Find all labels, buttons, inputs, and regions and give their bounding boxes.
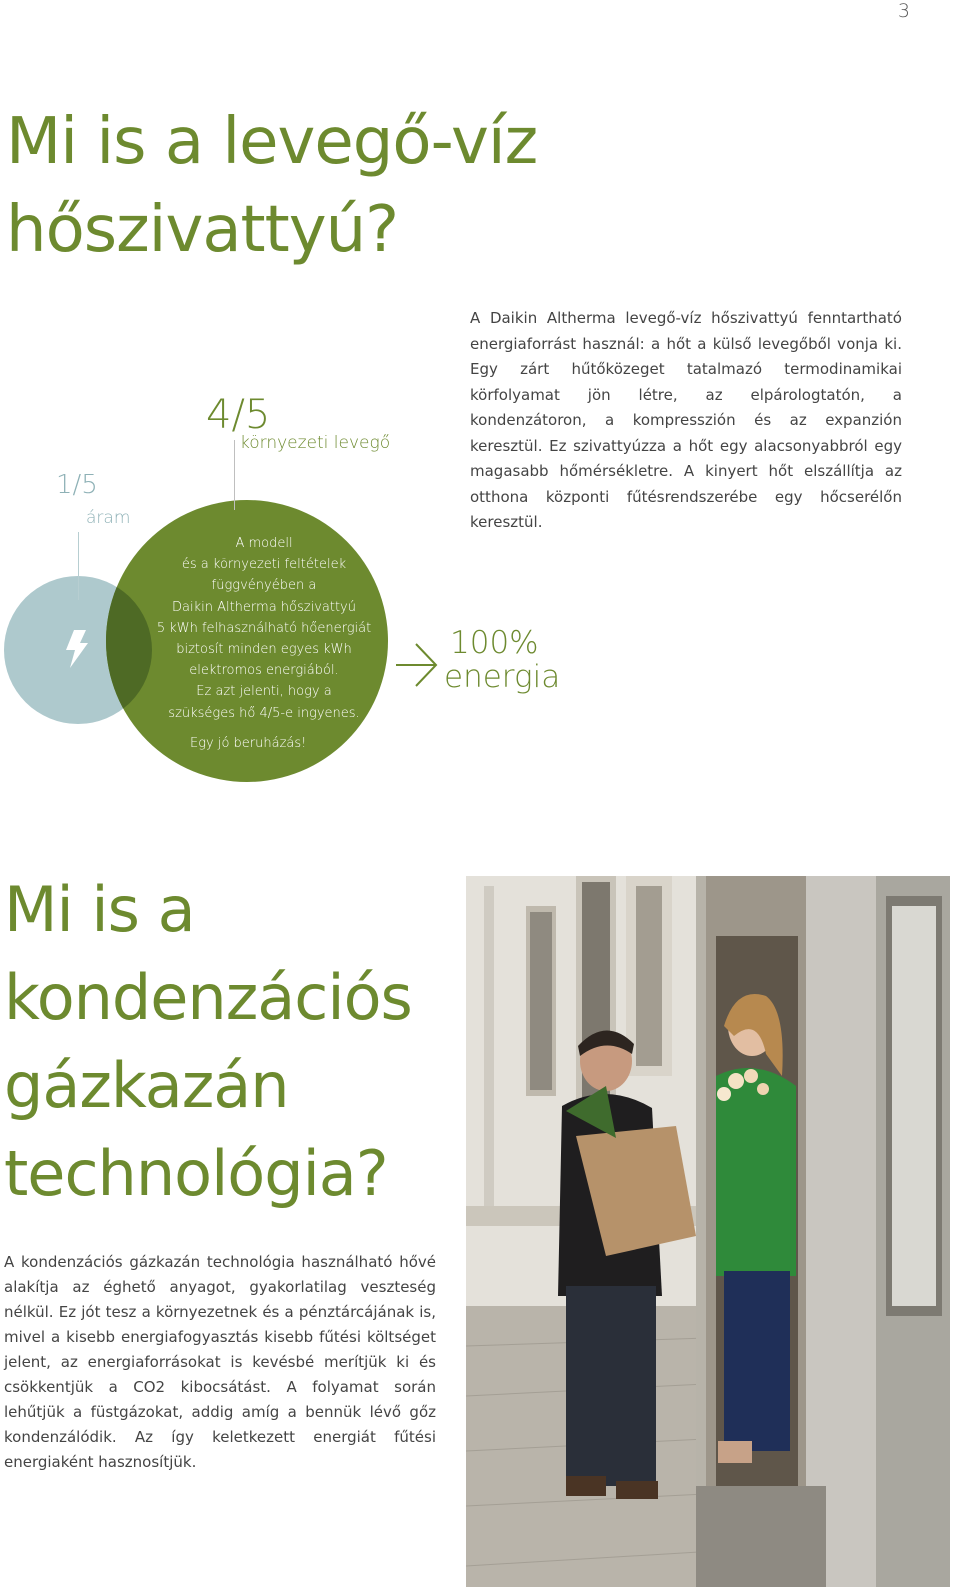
electricity-fraction: 1/5 (56, 470, 98, 500)
electricity-label: áram (86, 508, 131, 528)
heat-pump-description: A Daikin Altherma levegő-víz hőszivattyú fenntartható energiaforrást használ: a hőt a külső levegőből vonja ki. Egy zárt hűtőközeget tatalmazó termodinamikai körfolyamat jön létre, az elpárologtatón, a kondenzátoron, a kompresszión és az expanzión keresztül. Ez szivattyúzza a hőt egy alacsonyabbról egy magasabb hőmérsékletre. A kinyert hőt elszállítja az otthona központi fűtésrendszerébe egy hőcserélőn keresztül. (470, 309, 902, 531)
heat-pump-heading (6, 98, 537, 274)
circle-text-line: 5 kWh felhasználható hőenergiát (156, 620, 372, 636)
circle-text-line: elektromos energiából. (189, 663, 339, 679)
heading-line: technológia? (4, 1137, 388, 1210)
condensing-boiler-heading (4, 866, 412, 1218)
circle-text-line: függvényében a (211, 578, 317, 594)
heading-line: hőszivattyú? (6, 193, 399, 267)
condensing-boiler-description: A kondenzációs gázkazán technológia használható hővé alakítja az éghető anyagot, gyakorlatilag veszteség nélkül. Ez jót tesz a környezetnek és a pénztárcájának is, mivel a kisebb energiafogyasztás kisebb fűtési költséget jelent, az energiaforrásokat is kevésbé merítjük ki és csökkentjük a CO2 kibocsátást. A folyamat során lehűtjük a füstgázokat, addig amíg a bennük lévő gőz kondenzálódik. Az így keletkezett energiát fűtési energiaként hasznosítjük. (4, 1253, 436, 1471)
energy-percent: 100% (450, 625, 539, 661)
circle-explanation (140, 533, 388, 724)
heading-line: Mi is a (4, 873, 195, 946)
arrow-right-icon (396, 640, 440, 690)
circle-text-line: Daikin Altherma hőszivattyú (171, 599, 356, 615)
air-fraction: 4/5 (206, 392, 271, 438)
electricity-connector-line (78, 532, 79, 600)
circle-text-line: biztosít minden egyes kWh (176, 642, 352, 658)
circle-text-line: szükséges hő 4/5-e ingyenes. (168, 705, 360, 721)
heading-line: gázkazán (4, 1049, 289, 1122)
lightning-bolt-icon (64, 630, 90, 668)
energy-label: energia (444, 659, 561, 695)
air-connector-line (234, 440, 235, 510)
circle-text-line: Ez azt jelenti, hogy a (196, 684, 332, 700)
air-label: környezeti levegő (240, 433, 391, 453)
couple-photo (466, 876, 950, 1587)
circle-text-line: A modell (235, 536, 293, 551)
page-number: 3 (897, 0, 910, 22)
investment-note: Egy jó beruházás! (190, 736, 307, 751)
energy-result (444, 626, 560, 694)
circle-text-line: és a környezeti feltételek (181, 557, 347, 573)
heading-line: kondenzációs (4, 961, 412, 1034)
heading-line: Mi is a levegő-víz (6, 105, 538, 179)
